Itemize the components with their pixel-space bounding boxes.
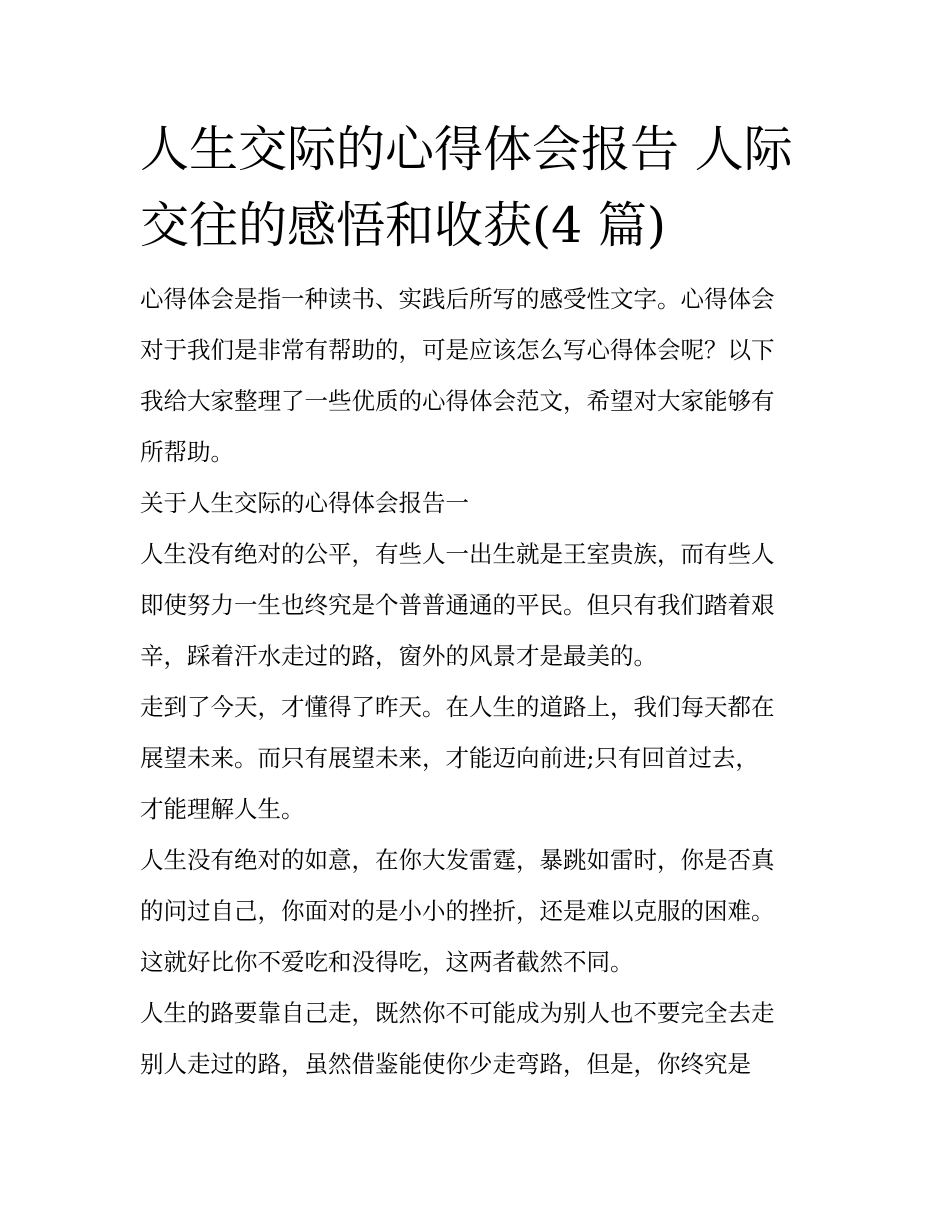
text-line: 心得体会是指一种读书、实践后所写的感受性文字。心得体会 [140, 285, 775, 313]
text-line: 即使努力一生也终究是个普普通通的平民。但只有我们踏着艰 [140, 591, 775, 619]
text-line: 人生没有绝对的如意，在你大发雷霆，暴跳如雷时，你是否真 [140, 846, 775, 874]
text-line: 这就好比你不爱吃和没得吃，这两者截然不同。 [140, 948, 634, 976]
text-line: 我给大家整理了一些优质的心得体会范文，希望对大家能够有 [140, 387, 775, 415]
text-line: 对于我们是非常有帮助的，可是应该怎么写心得体会呢？以下 [140, 336, 775, 364]
text-line: 辛，踩着汗水走过的路，窗外的风景才是最美的。 [140, 642, 657, 670]
text-line: 展望未来。而只有展望未来，才能迈向前进;只有回首过去， [140, 744, 759, 772]
text-line: 走到了今天，才懂得了昨天。在人生的道路上，我们每天都在 [140, 693, 775, 721]
document-body [140, 274, 820, 1090]
title-line-1: 人生交际的心得体会报告 人际 [140, 121, 793, 178]
text-line: 人生没有绝对的公平，有些人一出生就是王室贵族，而有些人 [140, 540, 775, 568]
text-line: 别人走过的路，虽然借鉴能使你少走弯路，但是，你终究是 [140, 1050, 751, 1078]
text-line: 人生的路要靠自己走，既然你不可能成为别人也不要完全去走 [140, 999, 775, 1027]
text-line: 的问过自己，你面对的是小小的挫折，还是难以克服的困难。 [140, 897, 775, 925]
section-heading: 关于人生交际的心得体会报告一 [140, 489, 469, 517]
title-line-2: 交往的感悟和收获(4 篇) [140, 197, 666, 254]
text-line: 才能理解人生。 [140, 795, 305, 823]
document-title [140, 112, 820, 264]
document-content [140, 112, 820, 1090]
text-line: 所帮助。 [140, 438, 234, 466]
